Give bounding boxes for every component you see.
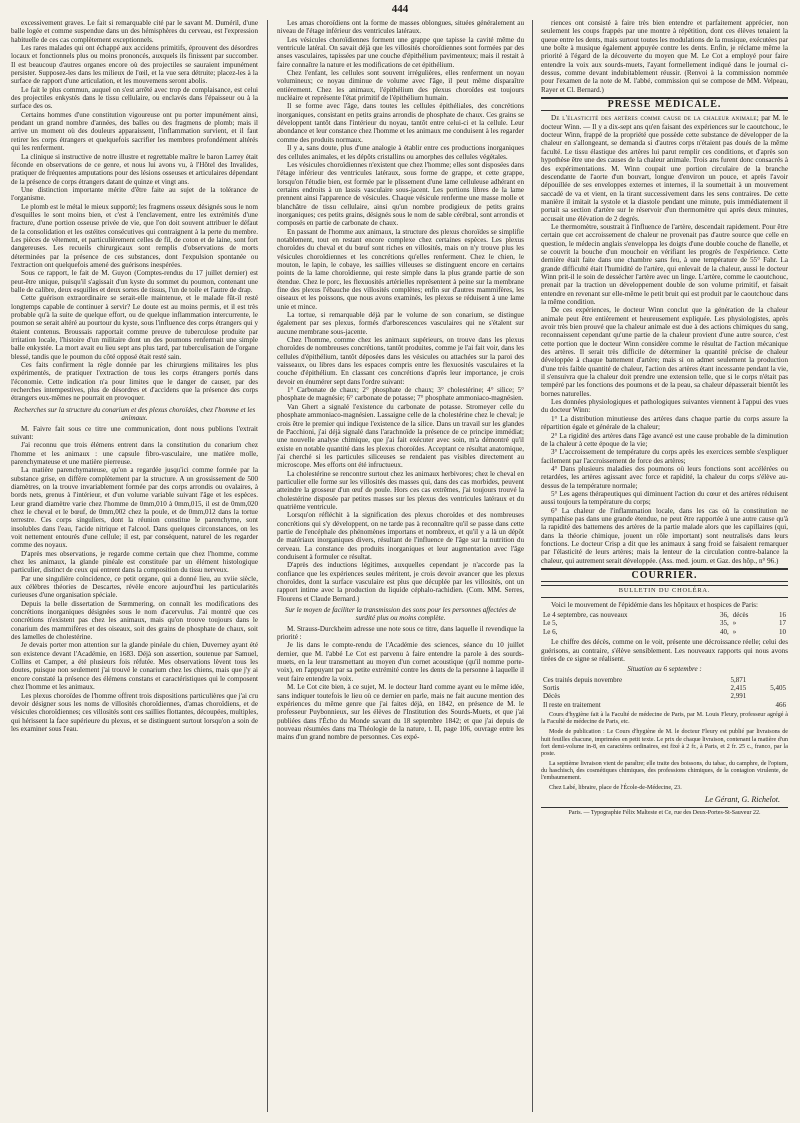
paragraph: Les amas choroïdiens ont la forme de masses oblongues, situées généralement au niveau de l'étage inférieur des ventricules latéraux. (277, 19, 524, 36)
table-row (541, 692, 788, 700)
column-3 (541, 19, 788, 1111)
page-number: 444 (391, 3, 409, 15)
paragraph: 2° La rigidité des artères dans l'âge avancé est une cause probable de la diminution de la chaleur à cette époque de la vie; (541, 431, 788, 448)
paragraph: M. Strauss-Durckheim adresse une note sous ce titre, dans laquelle il revendique la priorité : (277, 624, 524, 642)
paragraph-lead (541, 114, 788, 222)
notice: Cours d'hygiène fait à la Faculté de médecine de Paris, par M. Louis Fleury, professeur agrégé à la Faculté de médecine de Paris, etc. (541, 712, 788, 726)
paragraph: 6° La chaleur de l'inflammation locale, dans les cas où la constitution ne sympathise pas dans une grande étendue, ne peut être rapportée à une autre cause qu'à la rapidité des battemens des artères de la partie malade alors que les capillaires (qui, dans la théorie chimique, jouent un rôle important) sont neutralisés dans leurs fonctions. Le docteur Crisp a dit que les animaux à sang froid se faisaient remarquer par l'élasticité de leurs artères; mais la lenteur de la circulation contre-balance la chaleur, qui autrement serait développée. (Ass. med. journ. et Gaz. des hôp., n° 96.) (541, 506, 788, 565)
paragraph-body: par M. le docteur Winn. — Il y a dix-sept ans qu'en faisant des expériences sur le caoutchouc, le docteur Winn, frappé de la propriété que possède cette substance de développer de la chaleur en s'allongeant, se demanda si d'autres corps n'étaient pas doués de la même faculté. Le tissu élastique des artères lui parut remplir ces conditions, et d'après son hypothèse être une des causes de la chaleur animale. Trois ans furent donc consacrés à des expérimentations. M. Winn coupait une portion circulaire de la branche descendante de l'aorte d'un bouvart, longue d'environ un pouce, et après l'avoir dépouillée de ses enveloppes externes et internes, il la soumettait à un mouvement saccadé de va et vient, en la tirant successivement dans les sens contraires. De cette manière il imitait la systole et la diastole pendant une minute, puis immédiatement il portait sa section d'artère sur le réservoir d'un thermomètre qui après deux minutes, accusait une élévation de 2 degrés. (541, 114, 788, 223)
paragraph: J'ai reconnu que trois élémens entrent dans la constitution du conarium chez l'homme et les animaux : une capsule fibro-vasculaire, une matière molle, parenchymateuse et une matière pierreuse. (11, 441, 258, 466)
section-title-presse-medicale: PRESSE MÉDICALE. (541, 97, 788, 111)
table-row (541, 619, 788, 627)
column-2 (277, 19, 524, 1111)
paragraph: Il se forme avec l'âge, dans toutes les cellules épithéliales, des concrétions inorganiques, consistant en petits grains arrondis de phosphate de chaux. Ces grains se développent tantôt dans l'intérieur du noyau, tantôt entre celui-ci et la cellule. Leur abondance et leur constance chez l'homme et les animaux me conduisent à les regarder comme des produits normaux. (277, 102, 524, 144)
row-label: Le 6, (543, 627, 558, 636)
section-title-courrier: COURRIER. (541, 568, 788, 582)
notice: Chez Labé, libraire, place de l'École-de-Médecine, 23. (549, 785, 682, 792)
section-subtitle-cholera: BULLETIN DU CHOLÉRA. (541, 585, 788, 597)
row-label: Le 4 septembre, cas nouveaux (543, 611, 628, 620)
cholera-daily-table (541, 611, 788, 636)
paragraph: riences ont consisté à faire très bien entendre et parfaitement apprécier, non seulement les coups frappés par une montre à répétition, dont ces élèves tenaient la queue entre les dents, mais surtout toutes les modulations de la musique, exécutées par une boîte à musique également appuyée contre les dents. Enfin, je réclame même la priorité à l'égard de la découverte du moyen que M. Le Cot a employé pour faire entendre la voix aux sourds-muets, l'ayant formellement indiqué dans le journal ci-dessus, comme devant indubitablement réussir. (Renvoi à la commission nommée pour l'examen de la note de M. l'abbé, commission qui se compose de MM. Velpeau, Rayer et Cl. Bernard.) (541, 19, 788, 94)
paragraph: Van Ghert a signalé l'existence du carbonate de potasse. Stromeyer celle du phosphate ammoniaco-magnésien. Lassaigne celle de la cholestérine chez le cheval; je crois être le premier qui indique l'existence de la silice. Dans un travail sur les glandes de Pacchioni, j'ai déjà signalé dans l'arachnoïde la présence de ce principe immédiat; une nouvelle analyse chimique, que j'ai fait exécuter avec soin, m'a démontré qu'il existe en notable quantité dans les plexus choroïdes. Acceptant ce résultat anatomique, j'ai cherché si les particules siliceuses se rendaient pas visibles directement au microscope. Mes efforts ont été infructueux. (277, 402, 524, 470)
row-label: Ces traités depuis novembre (543, 675, 623, 684)
row-value: 466 (775, 700, 786, 709)
paragraph: Je devais porter mon attention sur la glande pinéale du chien, Duverney ayant été son existence devant l'Académie, en 1683. Déjà son assertion, soutenue par Samuel, Collins et Camper, a été plusieurs fois réfutée. Mes observations lèvent tous les doutes, puisque non seulement j'ai trouvé le conarium chez les chiens, mais que j'y ai encore constaté la présence des élémens constans et caractéristiques qui le composent chez l'homme et les animaux. (11, 641, 258, 692)
paragraph: D'après mes observations, je regarde comme certain que chez l'homme, comme chez les animaux, la glande pinéale est constituée par un élément histologique particulier, distinct de ceux qui entrent dans la composition du tissu nerveux. (11, 549, 258, 575)
paragraph: M. Faivre fait sous ce titre une communication, dont nous publions l'extrait suivant: (11, 424, 258, 441)
paragraph: Les données physiologiques et pathologiques suivantes viennent à l'appui des vues du docteur Winn: (541, 398, 788, 415)
paragraph: Depuis la belle dissertation de Sœmmering, on connaît les modifications des concrétions inorganiques désignées sous le nom d'acervulus. J'ai montré que ces concrétions n'existent pas chez les animaux, mais qu'on trouve toujours dans le conarium des mammifères et des oiseaux, soit des grains de phosphate de chaux, soit des lamelles de cholestérine. (11, 599, 258, 642)
table-row (541, 611, 788, 619)
column-1 (11, 19, 258, 1111)
deaths-value: 17 (779, 619, 786, 628)
paragraph: Les plexus choroïdes de l'homme offrent trois dispositions particulières que j'ai cru devoir désigner sous les noms de villosités choroïdiennes, d'amas choroïdiens, et de vésicules choroïdiennes; ces villosités sont ces saillies flottantes, découpées, multiples, qui hérissent la face supérieure du plexus, et se distinguent surtout lorsqu'on a soin de les examiner sous l'eau. (11, 691, 258, 733)
paragraph: Par une singulière coïncidence, ce petit organe, qui a donné lieu, au xviie siècle, aux célèbres théories de Descartes, révèle encore aujourd'hui les particularités curieuses d'une organisation spéciale. (11, 574, 258, 600)
column-rule-left (267, 20, 268, 1112)
cases-value: 35, (720, 619, 729, 628)
row-value: 5,871 (730, 675, 747, 684)
paragraph: D'après des inductions légitimes, auxquelles cependant je n'accorde pas la confiance que les expériences seules méritent, je crois devoir avancer que les plexus choroïdes, dont la surface vasculaire est plus que décuplée par les villosités, ont un rapport intime avec la production du liquide céphalo-rachidien. (Com. MM. Serres, Flourens et Claude Bernard.) (277, 561, 524, 603)
notice: La septième livraison vient de paraître; elle traite des boissons, du tabac, du camphre, de l'opium, du haschisch, des cosmétiques chimiques, des professions chimiques, de la contagion virulente, de l'embaumement. (541, 760, 788, 781)
deaths-label: décès (732, 611, 749, 620)
paragraph: Voici le mouvement de l'épidémie dans les hôpitaux et hospices de Paris: (551, 600, 759, 609)
situation-subtotal: 5,405 (770, 684, 786, 693)
situation-title: Situation au 6 septembre : (627, 665, 702, 674)
paragraph: De ces expériences, le docteur Winn conclut que la génération de la chaleur animale peut être entièrement et heureusement expliquée. Les physiologistes, après avoir très bien prouvé que la chaleur animale est due à des actions chimiques du sang, reconnaissent cependant qu'une partie de la chaleur provient d'une autre source, c'est cette portion que le docteur Winn considère comme le résultat de l'action mécanique des artères. Il serait très difficile de déterminer la quantité précise de chaleur développée à chaque battement d'artère; mais si on admet seulement la production d'une très faible quantité de chaleur, l'action des artères étant incessante pendant la vie, il s'ensuivra que la chaleur doit prendre une extension telle, que si le corps n'était pas tempéré par les fonctions des poumons et de la peau, sa chaleur dépasserait bientôt les bornes naturelles. (541, 306, 788, 398)
paragraph: Ces faits confirment la règle donnée par les chirurgiens militaires les plus expérimentés, de pratiquer l'extraction de tous les corps étrangers portés dans l'économie. Cette indication n'a pour limites que le danger de causer, par des recherches intempestives, plus de désordres et d'accidens que la présence des corps étrangers eux-mêmes ne pourrait en provoquer. (11, 361, 258, 403)
deaths-label: » (732, 619, 737, 628)
table-row (541, 676, 788, 684)
paragraph: Cette guérison extraordinaire se serait-elle maintenue, et le malade fût-il resté longtemps capable de continuer à servir? Le doute est au moins permis, et il est très probable qu'à la suite de quelque effort, ou de quelque inflammation intercurrente, le poumon se serait altéré au pourtour du kyste, sous l'influence des corps étrangers qui y étaient contenus. Broussais rapportait comme preuve de tuberculose produite par irritation locale, l'histoire d'un militaire dont un des poumons renfermait une simple balle enkystée. La mort avait eu lieu sept ans plus tard, par tuberculisation de l'organe blessé, tandis que le poumon du côté opposé était resté sain. (11, 294, 258, 361)
paragraph: Je lis dans le compte-rendu de l'Académie des sciences, séance du 10 juillet dernier, que M. l'abbé Le Cot est parvenu à faire entendre la parole à des sourds-muets, en la leur transmettant au moyen d'un cornet acoustique (qu'il nomme porte-voix), en l'appuyant par sa petite extrémité contre les dents de la personne à laquelle il veut faire entendre la voix. (277, 641, 524, 683)
paragraph: 3° L'accroissement de température du corps après les exercices semble s'expliquer facilement par l'accroissement de force des artères; (541, 448, 788, 465)
row-label: Il reste en traitement (543, 700, 601, 709)
paragraph: La matière parenchymateuse, qu'on a regardée jusqu'ici comme formée par la substance grise, en diffère complètement par la structure. A un grossissement de 500 diamètres, on la trouve invariablement formée par des corps arrondis ou ovalaires, à bords nets, grenus à l'intérieur, et d'un volume variable suivant l'âge et les espèces. Leur grand diamètre varie chez l'homme de 0mm,010 à 0mm,015, il est de 0mm,020 chez le cheval et le bœuf, de 0mm,002 chez la poule, et de 0mm,012 dans la tortue terrestre. Ces corps singuliers, dont la réunion constitue le parenchyme, sont insolubles dans l'eau, l'acide nitrique et l'alcool. Dans quelques circonstances, on les voit nettement entourés d'une cellule; il est, par conséquent, naturel de les regarder comme des noyaux. (11, 466, 258, 550)
article-title-conarium: Recherches sur la structure du conarium et des plexus choroïdes, chez l'homme et les animaux. (13, 405, 256, 423)
deaths-label: » (732, 627, 737, 636)
paragraph: 4° Dans plusieurs maladies des poumons où leurs fonctions sont accélérées ou retardées, les artères agissant avec force et rapidité, la chaleur du corps s'élève au-dessus de la température normale; (541, 464, 788, 490)
paragraph: Chez l'homme, comme chez les animaux supérieurs, on trouve dans les plexus choroïdes de nombreuses concrétions, tantôt produites, comme je l'ai fait voir, dans les cellules d'épithélium, tantôt déposées dans les vésicules ou attachées sur la paroi des vaisseaux, ou libres dans les espaces compris entre les flexuosités vasculaires et la couche d'épithélium. En classant ces concrétions d'après leur importance, je crois devoir en énumérer sept dans l'ordre suivant: (277, 336, 524, 386)
paragraph: Chez l'enfant, les cellules sont souvent irrégulières, elles renferment un noyau volumineux; ce noyau diminue de volume avec l'âge, il peut même disparaître entièrement. Chez les animaux, l'épithélium des plexus choroïdes est toujours nucléaire et représente l'état primitif de l'épithélium humain. (277, 69, 524, 103)
paragraph: La clinique si instructive de notre illustre et regrettable maître le baron Larrey était féconde en observations de ce genre, et nous lui avons vu, à l'Hôtel des Invalides, pratiquer de fréquentes amputations pour des lésions osseuses et articulaires dépendant de la présence de corps étrangers datant de quinze et vingt ans. (11, 152, 258, 186)
situation-table (541, 676, 788, 710)
table-row (541, 628, 788, 636)
paragraph: Une distinction importante mérite d'être faite au sujet de la tolérance de l'organisme. (11, 185, 258, 203)
deaths-value: 16 (779, 611, 786, 620)
paragraph: Les rares malades qui ont échappé aux accidens primitifs, éprouvent des désordres locaux et fonctionnels plus ou moins prononcés, auxquels ils finissent par succomber. Il est beaucoup d'autres organes encore où des projectiles se sauraient impunément persister. Supposez-les dans les milieux de l'œil, et la vue sera détruite; placez-les à la surface de rapport d'une articulation, et les mouvemens seront abolis. (11, 44, 258, 86)
column-rule-right (532, 20, 533, 1112)
table-row (541, 701, 788, 709)
article-lead-elasticite: De l'élasticité des artères comme cause de la chaleur animale; (551, 114, 760, 123)
paragraph: Le plomb est le métal le mieux supporté; les fragmens osseux désignés sous le nom d'esquilles le sont moins bien, et c'est à l'enclavement, entre les extrémités d'une fracture, d'une portion osseuse privée de vie, que l'on doit souvent attribuer le défaut de la consolidation et les ostéites consécutives qui contraignent à la perte du membre. Les pièces de vêtement, et particulièrement celles de fil, de coton et de laine, sont fort dangereuses. Les recueils chirurgicaux sont remplis d'observations de morts déterminées par la présence de ces substances, dont l'expulsion spontanée ou l'extraction ont quelquefois amené des guérisons inespérées. (11, 202, 258, 269)
paragraph: Il y a, sans doute, plus d'une analogie à établir entre ces productions inorganiques des cellules animales, et les dépôts cristallins ou amorphes des cellules végétales. (277, 144, 524, 161)
paragraph: Le chiffre des décès, comme on le voit, présente une décroissance réelle; celui des guérisons, au contraire, s'élève sensiblement. Les nouveaux rapports qui nous avons tirées de ce signe se réalisent. (541, 638, 788, 663)
paragraph: excessivement graves. Le fait si remarquable cité par le savant M. Duméril, d'une balle logée et comme suspendue dans un des hémisphères du cerveau, est l'expression habituelle de ces cas complètement exceptionnels. (11, 19, 258, 44)
paragraph: Le thermomètre, soustrait à l'influence de l'artère, descendait rapidement. Pour être certain que cet accroissement de chaleur ne provenait pas d'autre source que celle en question, le médecin anglais s'enveloppa les doigts d'une double couche de flanelle, et se couvrit la bouche d'un mouchoir en vérifiant les progrès de l'expérience. Cette dernière était faite dans une chambre sans feu, à une température de 55° Fahr. La grande difficulté était l'humidité de l'artère, qui enlevait de la chaleur, aussi le docteur Winn prit-il le soin de dessécher l'artère avec un linge. L'artère, comme le caoutchouc, prenait par la traction un développement double de son volume primitif, et faisait entendre en revenant sur elle-même le petit bruit qui est produit par le caoutchouc dans la même condition. (541, 222, 788, 306)
paragraph: Le fait le plus commun, auquel on s'est arrêté avec trop de complaisance, est celui des projectiles enkystés dans le tissu cellulaire, ou enclavés dans l'épaisseur ou à la surface des os. (11, 85, 258, 111)
paragraph: M. Le Cot cite bien, à ce sujet, M. le docteur Itard comme ayant eu le même idée, sans indiquer toutefois le lieu où ce dernier en parle, mais ne fait aucune mention des expériences du même genre que j'ai faites déjà, en 1842, en présence de M. le professeur Puybonnieux, sur les élèves de l'Institution des Sourds-Muets, et que j'ai publiées dans l'Écho du Monde savant du 18 septembre 1842; et que j'ai depuis de nouveau résumées dans ma Théologie de la nature, t. II, page 106, ouvrage entre les mains d'un grand nombre de personnes. Ces expé- (277, 683, 524, 742)
paragraph: 5° Les agens thérapeutiques qui diminuent l'action du cœur et des artères réduisent aussi toujours la température du corps; (541, 489, 788, 507)
paragraph: Lorsqu'on réfléchit à la signification des plexus choroïdes et des nombreuses concrétions qui s'y développent, on ne tarde pas à reconnaître qu'il se passe dans cette partie de l'encéphale des phénomènes importans et nombreux, et qu'il y a là un dépôt de matériaux inorganiques divers, résultant de l'influence de l'âge sur la nutrition du cerveau. La constance des produits inorganiques et leur augmentation avec l'âge conduisent à formuler ce résultat. (277, 511, 524, 561)
paragraph: 1° Carbonate de chaux; 2° phosphate de chaux; 3° cholestérine; 4° silice; 5° phosphate de magnésie; 6° carbonate de potasse; 7° phosphate ammoniaco-magnésien. (277, 386, 524, 403)
deaths-value: 10 (779, 627, 786, 636)
row-label: Décès (543, 692, 561, 701)
row-label: Le 5, (543, 619, 558, 628)
table-row (541, 684, 788, 692)
row-value: 2,415 (730, 684, 747, 693)
paragraph: En passant de l'homme aux animaux, la structure des plexus choroïdes se simplifie notablement, tout en restant encore complexe chez certaines espèces. Les plexus choroïdes du cheval et du bœuf sont riches en villosités, mais on n'y trouve plus les vésicules choroïdiennes et les concrétions qu'elles renferment. Chez le chien, le mouton, le lapin, le cobaye, les saillies villeuses se distinguent encore en certains points de la lame choroïdienne, qui reste simple dans la plus grande partie de son étendue. Chez le porc, les flexuosités artérielles représentent à peine sur la membrane fine des plexus l'ébauche des villosités complètes; enfin sur d'autres mammifères, les oiseaux et les poissons, que nous avons examinés, les plexus se réduisent à une lame unie et mince. (277, 227, 524, 311)
notice: Mode de publication : Le Cours d'hygiène de M. le docteur Fleury est publié par livraisons de huit feuilles chacune, imprimées en petit texte. Le prix de chaque livraison, contenant la matière d'un fort demi-volume in-8, en caractères ordinaires, est fixé à 2 fr., à Paris, et 2 fr. 25 c., franco, par la poste. (541, 729, 788, 757)
signature: Le Gérant, G. Richelot. (704, 795, 780, 805)
printer-line: Paris. — Typographie Félix Malteste et Ce, rue des Deux-Portes-St-Sauveur 22. (541, 807, 788, 817)
paragraph: Sous ce rapport, le fait de M. Guyon (Comptes-rendus du 17 juillet dernier) est peut-être unique, puisqu'il s'agissait d'un kyste du sommet du poumon, contenant une balle de calibre, deux esquilles et deux sortes de tissus, l'un de toile et l'autre de drap. (11, 269, 258, 294)
paragraph: La cholestérine se rencontre surtout chez les animaux herbivores; chez le cheval en particulier elle forme sur les villosités des masses qui, dans des cas morbides, peuvent atteindre la grosseur d'un œuf de poule. Hors ces cas extrêmes, j'ai toujours trouvé la cholestérine disposée par petites masses sur les plexus des ventricules latéraux et du quatrième ventricule. (277, 469, 524, 511)
row-label: Sortis (543, 684, 560, 693)
paragraph: Certains hommes d'une constitution vigoureuse ont pu porter impunément ainsi, pendant un grand nombre d'années, des balles ou des fragmens de plomb; mais il arrive un moment où des douleurs apparaissent, l'inflammation survient, et il faut retirer les corps étrangers et quelquefois sacrifier les membres profondément altérés qui les renferment. (11, 110, 258, 153)
paragraph: 1° La distribution minutieuse des artères dans chaque partie du corps assure la répartition égale et générale de la chaleur; (541, 414, 788, 432)
cases-value: 40, (720, 627, 729, 636)
paragraph: Les vésicules choroïdiennes forment une grappe que tapisse la cavité même du ventricule latéral. On savait déjà que les villosités choroïdiennes sont formées par des anses vasculaires, tapissées par une couche d'épithélium pavimenteux; mais il restait à faire connaître la nature et les modifications de cet épithélium. (277, 35, 524, 69)
paragraph: La tortue, si remarquable déjà par le volume de son conarium, se distingue également par ses plexus, formés d'arborescences vasculaires qui ne s'étalent sur aucune membrane sous-jacente. (277, 311, 524, 336)
cases-value: 36, (720, 611, 729, 620)
paragraph: Les vésicules choroïdiennes n'existent que chez l'homme; elles sont disposées dans l'étage inférieur des ventricules latéraux, sous forme de grappe, et cette grappe, lorsqu'on l'étudie bien, est formée par le plissement d'une lame celluleuse adhérant en certains endroits à un lassis vasculaire sous-jacent. Les portions libres de la lame prennent ainsi l'apparence de vésicules. Chaque vésicule renferme une masse molle et blanchâtre de tissu cellulaire, ainsi qu'un nombre prodigieux de petits grains inorganiques; ces petits grains, désignés sous le nom de sable cérébral, sont arrondis et composés en partie de carbonate de chaux. (277, 160, 524, 228)
article-title-surdite: Sur le moyen de faciliter la transmission des sons pour les personnes affectées de surdité plus ou moins complète. (284, 606, 517, 623)
row-value: 2,991 (730, 692, 747, 701)
